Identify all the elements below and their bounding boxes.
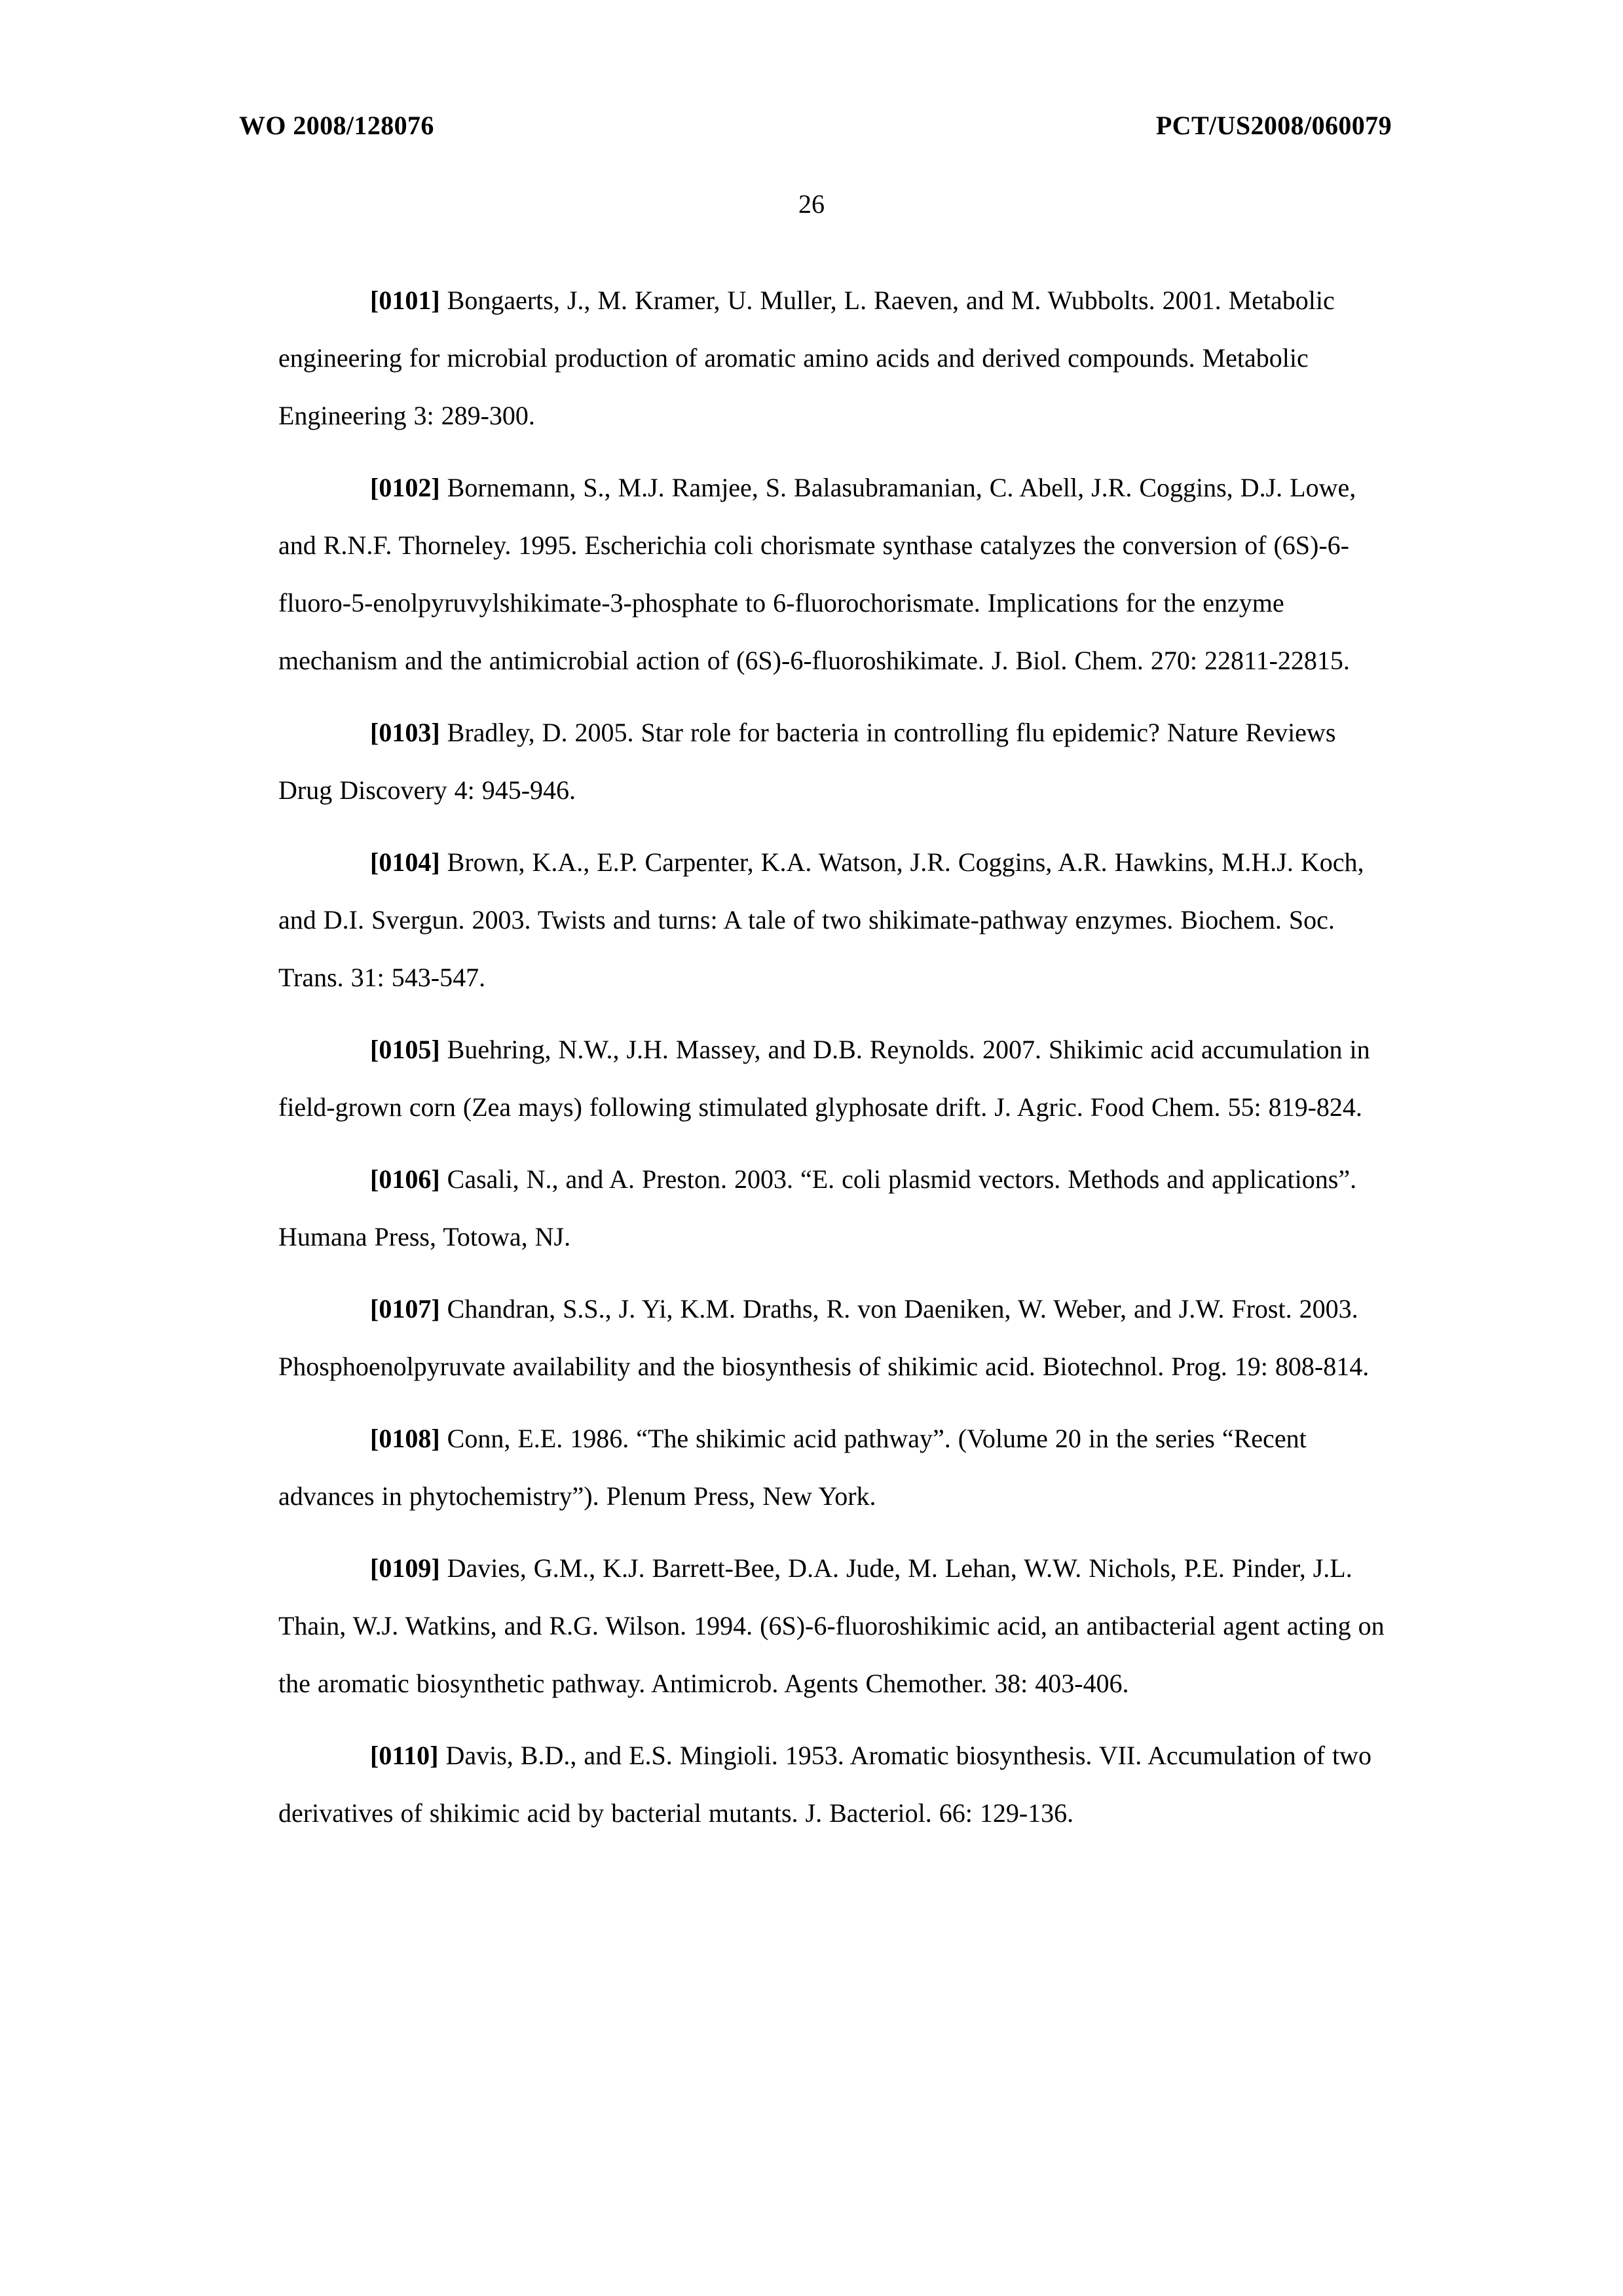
reference-paragraph [278,1727,1392,1842]
paragraph-number: [0110] [370,1741,439,1770]
paragraph-text: Brown, K.A., E.P. Carpenter, K.A. Watson, J.R. Coggins, A.R. Hawkins, M.H.J. Koch, and D.I. Svergun. 2003. Twists and turns: A tale of two shikimate-pathway enzymes. Biochem. Soc. Trans. 31: 543-547. [278,847,1364,992]
paragraph-text: Conn, E.E. 1986. “The shikimic acid pathway”. (Volume 20 in the series “Recent advances in phytochemistry”). Plenum Press, New York. [278,1424,1307,1511]
paragraph-number: [0106] [370,1164,440,1194]
reference-paragraph [278,1410,1392,1525]
reference-paragraph [278,1021,1392,1136]
paragraph-text: Bradley, D. 2005. Star role for bacteria in controlling flu epidemic? Nature Reviews Drug Discovery 4: 945-946. [278,718,1336,805]
paragraph-number: [0109] [370,1553,440,1583]
paragraph-text: Chandran, S.S., J. Yi, K.M. Draths, R. von Daeniken, W. Weber, and J.W. Frost. 2003. Phosphoenolpyruvate availability and the biosynthesis of shikimic acid. Biotechnol. Prog. 19: 808-814. [278,1294,1370,1381]
reference-paragraph [278,704,1392,819]
paragraph-text: Bongaerts, J., M. Kramer, U. Muller, L. Raeven, and M. Wubbolts. 2001. Metabolic engineering for microbial production of aromatic amino acids and derived compounds. Metabolic Engineering 3: 289-300. [278,286,1335,430]
paragraph-text: Buehring, N.W., J.H. Massey, and D.B. Reynolds. 2007. Shikimic acid accumulation in field-grown corn (Zea mays) following stimulated glyphosate drift. J. Agric. Food Chem. 55: 819-824. [278,1035,1370,1122]
paragraph-number: [0107] [370,1294,440,1324]
reference-paragraph [278,459,1392,690]
publication-number: WO 2008/128076 [239,111,434,140]
paragraph-number: [0105] [370,1035,440,1064]
paragraph-number: [0103] [370,718,440,747]
reference-paragraph [278,272,1392,445]
paragraph-number: [0101] [370,286,440,315]
reference-paragraph [278,834,1392,1007]
running-head [239,110,1392,147]
paragraph-text: Casali, N., and A. Preston. 2003. “E. coli plasmid vectors. Methods and applications”. Humana Press, Totowa, NJ. [278,1164,1357,1251]
paragraph-number: [0108] [370,1424,440,1453]
paragraph-text: Bornemann, S., M.J. Ramjee, S. Balasubramanian, C. Abell, J.R. Coggins, D.J. Lowe, and R.N.F. Thorneley. 1995. Escherichia coli chorismate synthase catalyzes the conversion of (6S)-6-fluoro-5-enolpyruvylshikimate-3-phosphate to 6-fluorochorismate. Implications for the enzyme mechanism and the antimicrobial action of (6S)-6-fluoroshikimate. J. Biol. Chem. 270: 22811-22815. [278,473,1356,675]
application-number: PCT/US2008/060079 [1155,111,1392,140]
reference-paragraph [278,1540,1392,1713]
page-number: 26 [798,189,825,219]
paragraph-number: [0104] [370,847,440,877]
paragraph-number: [0102] [370,473,440,502]
reference-list [278,272,1392,1842]
reference-paragraph [278,1151,1392,1266]
paragraph-text: Davies, G.M., K.J. Barrett-Bee, D.A. Jude, M. Lehan, W.W. Nichols, P.E. Pinder, J.L. Thain, W.J. Watkins, and R.G. Wilson. 1994. (6S)-6-fluoroshikimic acid, an antibacterial agent acting on the aromatic biosynthetic pathway. Antimicrob. Agents Chemother. 38: 403-406. [278,1553,1385,1698]
paragraph-text: Davis, B.D., and E.S. Mingioli. 1953. Aromatic biosynthesis. VII. Accumulation of two derivatives of shikimic acid by bacterial mutants. J. Bacteriol. 66: 129-136. [278,1741,1371,1828]
reference-paragraph [278,1280,1392,1396]
